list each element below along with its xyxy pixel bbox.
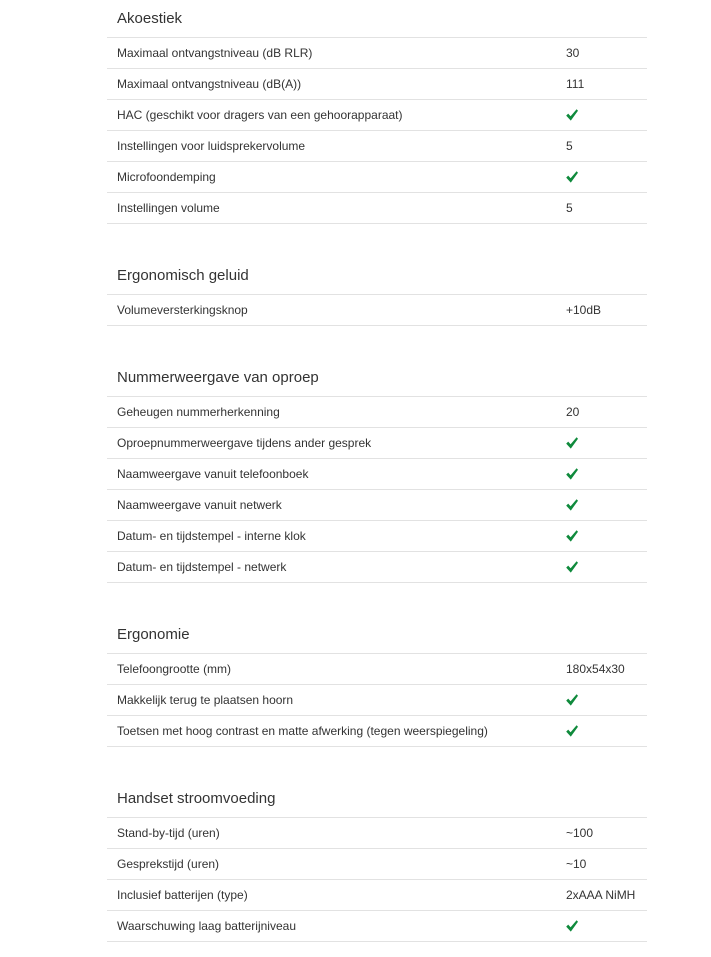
spec-value: ~10: [566, 857, 587, 871]
spec-row: [107, 716, 647, 747]
spec-label: Microfoondemping: [117, 170, 216, 184]
spec-label: Maximaal ontvangstniveau (dB(A)): [117, 77, 302, 91]
spec-label: Makkelijk terug te plaatsen hoorn: [117, 693, 294, 707]
spec-section-handset-stroomvoeding: [107, 780, 647, 942]
checkmark-icon: [565, 529, 579, 543]
spec-row: [107, 880, 647, 911]
spec-section-nummerweergave-van-oproep: [107, 359, 647, 583]
spec-row: [107, 428, 647, 459]
spec-row: [107, 654, 647, 685]
section-title: Ergonomisch geluid: [107, 257, 647, 295]
checkmark-icon: [565, 436, 579, 450]
spec-value: 5: [566, 201, 573, 215]
spec-label: Gesprekstijd (uren): [117, 857, 220, 871]
spec-row: [107, 818, 647, 849]
spec-row: [107, 69, 647, 100]
checkmark-icon: [565, 108, 579, 122]
spec-label: Oproepnummerweergave tijdens ander gesprek: [117, 436, 372, 450]
spec-label: HAC (geschikt voor dragers van een gehoorapparaat): [117, 108, 403, 122]
checkmark-icon: [565, 467, 579, 481]
spec-value: +10dB: [566, 303, 602, 317]
section-title: Akoestiek: [107, 0, 647, 38]
spec-value: 111: [566, 77, 585, 91]
checkmark-icon: [565, 560, 579, 574]
spec-label: Naamweergave vanuit telefoonboek: [117, 467, 309, 481]
section-title: Ergonomie: [107, 616, 647, 654]
spec-label: Datum- en tijdstempel - netwerk: [117, 560, 287, 574]
spec-label: Naamweergave vanuit netwerk: [117, 498, 282, 512]
checkmark-icon: [565, 919, 579, 933]
spec-label: Waarschuwing laag batterijniveau: [117, 919, 296, 933]
spec-row: [107, 131, 647, 162]
section-title: Handset stroomvoeding: [107, 780, 647, 818]
spec-row: [107, 552, 647, 583]
spec-row: [107, 521, 647, 552]
checkmark-icon: [565, 498, 579, 512]
spec-row: [107, 911, 647, 942]
spec-row: [107, 38, 647, 69]
spec-label: Maximaal ontvangstniveau (dB RLR): [117, 46, 313, 60]
section-title: Nummerweergave van oproep: [107, 359, 647, 397]
spec-row: [107, 459, 647, 490]
spec-value: 2xAAA NiMH: [566, 888, 636, 902]
spec-value: ~100: [566, 826, 594, 840]
spec-row: [107, 100, 647, 131]
spec-row: [107, 685, 647, 716]
spec-label: Geheugen nummerherkenning: [117, 405, 280, 419]
spec-label: Volumeversterkingsknop: [117, 303, 248, 317]
spec-label: Inclusief batterijen (type): [117, 888, 248, 902]
spec-row: [107, 490, 647, 521]
spec-row: [107, 193, 647, 224]
spec-label: Datum- en tijdstempel - interne klok: [117, 529, 306, 543]
spec-row: [107, 162, 647, 193]
spec-value: 180x54x30: [566, 662, 625, 676]
spec-row: [107, 397, 647, 428]
spec-value: 20: [566, 405, 580, 419]
checkmark-icon: [565, 170, 579, 184]
spec-value: 5: [566, 139, 573, 153]
spec-label: Toetsen met hoog contrast en matte afwerking (tegen weerspiegeling): [117, 724, 488, 738]
spec-section-ergonomie: [107, 616, 647, 747]
spec-label: Instellingen voor luidsprekervolume: [117, 139, 306, 153]
spec-label: Instellingen volume: [117, 201, 220, 215]
spec-row: [107, 295, 647, 326]
spec-value: 30: [566, 46, 580, 60]
checkmark-icon: [565, 724, 579, 738]
spec-section-ergonomisch-geluid: [107, 257, 647, 326]
spec-label: Telefoongrootte (mm): [117, 662, 232, 676]
spec-label: Stand-by-tijd (uren): [117, 826, 220, 840]
spec-section-akoestiek: [107, 0, 647, 224]
spec-row: [107, 849, 647, 880]
checkmark-icon: [565, 693, 579, 707]
